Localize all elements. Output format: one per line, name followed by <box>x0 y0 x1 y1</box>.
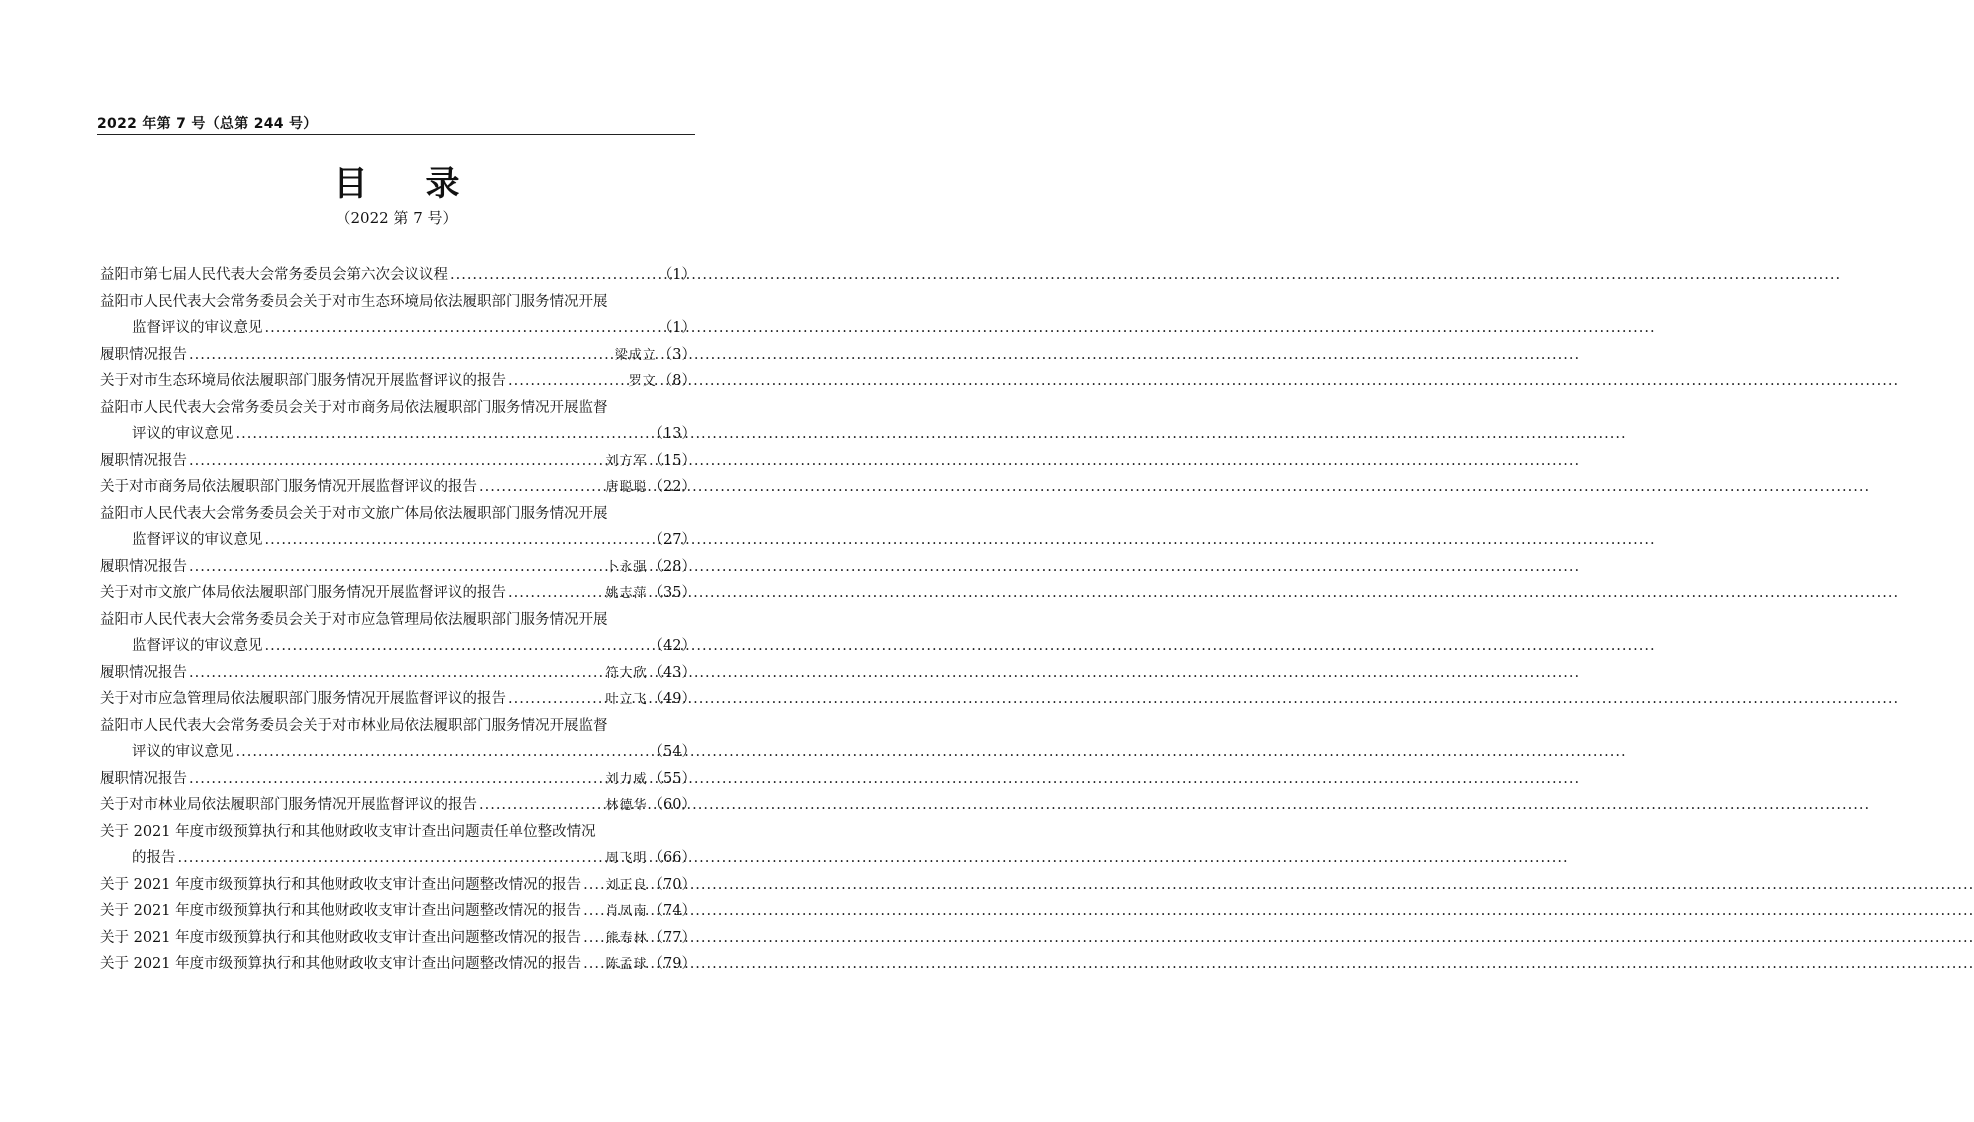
dot-leader <box>189 554 604 581</box>
issue-label: 2022 年第 7 号（总第 244 号） <box>97 116 318 132</box>
toc-entry-line <box>100 792 696 819</box>
dot-leader <box>508 368 627 395</box>
toc-entry-author: 陈孟球 <box>605 957 648 972</box>
dot-leader <box>189 448 604 475</box>
toc-entry-author: 刘正良 <box>605 877 648 893</box>
toc-entry-title-line-1: 益阳市人民代表大会常务委员会关于对市商务局依法履职部门服务情况开展监督 <box>100 399 608 416</box>
toc-entry-title: 履职情况报告 <box>100 346 187 363</box>
page-subtitle: （2022 第 7 号） <box>335 209 458 227</box>
toc-entry-title: 履职情况报告 <box>100 452 187 469</box>
dot-leader <box>583 951 603 978</box>
dot-leader <box>450 262 655 289</box>
toc-entry[interactable] <box>100 713 696 766</box>
toc-entry-line <box>100 368 696 395</box>
dot-leader <box>479 792 604 819</box>
toc-entry-page-number: （35） <box>648 585 696 601</box>
toc-entry-title: 评议的审议意见 <box>132 426 234 442</box>
dot-leader <box>265 527 646 554</box>
toc-entry-title: 监督评议的审议意见 <box>132 320 263 336</box>
toc-entry-author: 刘方军 <box>605 453 648 469</box>
dot-leader <box>479 474 604 501</box>
dot-leader <box>583 925 603 952</box>
toc-entry-title: 履职情况报告 <box>100 558 187 575</box>
toc-entry[interactable] <box>100 819 696 872</box>
toc-entry-title: 关于 2021 年度市级预算执行和其他财政收支审计查出问题整改情况的报告 <box>100 903 582 919</box>
toc-entry-title: 关于对市生态环境局依法履职部门服务情况开展监督评议的报告 <box>100 373 506 389</box>
title-char-1: 目 <box>333 164 368 204</box>
toc-entry-author: 林德华 <box>605 798 648 813</box>
toc-entry-author: 周飞明 <box>605 851 648 866</box>
toc-entry-page-number: （60） <box>648 797 696 813</box>
dot-leader <box>583 872 603 899</box>
toc-entry[interactable] <box>100 898 696 925</box>
toc-entry-title: 关于对市文旅广体局依法履职部门服务情况开展监督评议的报告 <box>100 585 506 601</box>
toc-entry[interactable] <box>100 580 696 607</box>
toc-entry-page-number: （43） <box>648 664 696 681</box>
toc-entry-line <box>100 421 696 448</box>
toc-entry-title: 评议的审议意见 <box>132 744 234 760</box>
toc-entry-title: 关于 2021 年度市级预算执行和其他财政收支审计查出问题整改情况的报告 <box>100 956 582 972</box>
toc-entry[interactable] <box>100 554 696 581</box>
toc-entry-page-number: （55） <box>648 770 696 787</box>
toc-entry-line <box>100 766 696 793</box>
toc-entry[interactable] <box>100 342 696 369</box>
toc-entry-page-number: （74） <box>648 903 696 919</box>
toc-entry-title: 履职情况报告 <box>100 770 187 787</box>
page-title <box>0 162 793 206</box>
toc-entry-line <box>100 342 696 369</box>
toc-entry-title-line-1: 关于 2021 年度市级预算执行和其他财政收支审计查出问题责任单位整改情况 <box>100 823 596 840</box>
dot-leader <box>236 421 646 448</box>
toc-entry-line <box>100 262 696 289</box>
toc-entry-line <box>100 660 696 687</box>
dot-leader <box>583 898 603 925</box>
toc-entry-line <box>100 448 696 475</box>
toc-entry-title: 关于对市林业局依法履职部门服务情况开展监督评议的报告 <box>100 797 477 813</box>
toc-entry-author: 肖凤南 <box>605 904 648 919</box>
header-rule <box>97 134 695 135</box>
dot-leader <box>265 315 655 342</box>
toc-entry[interactable] <box>100 289 696 342</box>
dot-leader <box>265 633 646 660</box>
toc-entry-author: 梁成立 <box>614 347 657 363</box>
toc-entry-title-line-1: 益阳市人民代表大会常务委员会关于对市生态环境局依法履职部门服务情况开展 <box>100 293 608 310</box>
toc-entry-page-number: （22） <box>648 479 696 495</box>
toc-entry-page-number: （77） <box>648 929 696 946</box>
title-char-2: 录 <box>425 164 460 204</box>
table-of-contents <box>100 262 696 978</box>
toc-entry-page-number: （27） <box>648 532 696 548</box>
toc-entry[interactable] <box>100 660 696 687</box>
toc-entry-author: 熊寿林 <box>605 930 648 946</box>
toc-entry-page-number: （70） <box>648 876 696 893</box>
toc-entry-line <box>100 845 696 872</box>
toc-entry-page-number: （49） <box>648 691 696 707</box>
toc-entry-line <box>100 315 696 342</box>
toc-entry-author: 唐聪聪 <box>605 480 648 495</box>
toc-entry-page-number: （15） <box>648 452 696 469</box>
dot-leader <box>236 739 646 766</box>
toc-entry[interactable] <box>100 766 696 793</box>
dot-leader <box>189 660 604 687</box>
toc-entry-page-number: （1） <box>657 320 696 336</box>
toc-entry-page-number: （8） <box>657 373 696 389</box>
toc-entry-line <box>100 898 696 925</box>
dot-leader <box>189 766 604 793</box>
toc-entry-title-line-1: 益阳市人民代表大会常务委员会关于对市应急管理局依法履职部门服务情况开展 <box>100 611 608 628</box>
toc-entry-line <box>100 580 696 607</box>
toc-entry-title: 监督评议的审议意见 <box>132 532 263 548</box>
toc-entry-page-number: （13） <box>648 426 696 442</box>
dot-leader <box>508 580 604 607</box>
toc-entry-title: 关于 2021 年度市级预算执行和其他财政收支审计查出问题整改情况的报告 <box>100 929 582 946</box>
toc-entry[interactable] <box>100 448 696 475</box>
dot-leader <box>189 342 613 369</box>
toc-entry-line <box>100 739 696 766</box>
toc-entry[interactable] <box>100 951 696 978</box>
toc-entry-title-line-1: 益阳市人民代表大会常务委员会关于对市文旅广体局依法履职部门服务情况开展 <box>100 505 608 522</box>
toc-entry[interactable] <box>100 474 696 501</box>
toc-entry-page-number: （3） <box>657 346 696 363</box>
toc-entry-page-number: （1） <box>657 267 696 283</box>
toc-entry-line <box>100 474 696 501</box>
toc-entry-author: 符大欣 <box>605 665 648 681</box>
toc-entry-title: 履职情况报告 <box>100 664 187 681</box>
toc-entry[interactable] <box>100 395 696 448</box>
toc-entry-title: 关于对市商务局依法履职部门服务情况开展监督评议的报告 <box>100 479 477 495</box>
toc-entry[interactable] <box>100 925 696 952</box>
toc-entry-page-number: （66） <box>648 850 696 866</box>
toc-entry-title: 关于 2021 年度市级预算执行和其他财政收支审计查出问题整改情况的报告 <box>100 876 582 893</box>
toc-entry-title-line-1: 益阳市人民代表大会常务委员会关于对市林业局依法履职部门服务情况开展监督 <box>100 717 608 734</box>
toc-entry[interactable] <box>100 607 696 660</box>
toc-entry-line <box>100 554 696 581</box>
toc-entry-author: 叶立飞 <box>605 692 648 707</box>
toc-entry-title: 监督评议的审议意见 <box>132 638 263 654</box>
toc-entry-line <box>100 925 696 952</box>
toc-entry[interactable] <box>100 872 696 899</box>
toc-entry[interactable] <box>100 792 696 819</box>
toc-entry-line <box>100 527 696 554</box>
page-header <box>97 115 695 135</box>
toc-entry[interactable] <box>100 501 696 554</box>
toc-entry-page-number: （54） <box>648 744 696 760</box>
toc-entry[interactable] <box>100 368 696 395</box>
toc-entry-author: 刘力威 <box>605 771 648 787</box>
toc-entry-title: 的报告 <box>132 850 176 866</box>
toc-entry-line <box>100 951 696 978</box>
toc-entry-line <box>100 686 696 713</box>
dot-leader <box>508 686 604 713</box>
toc-entry[interactable] <box>100 262 696 289</box>
toc-entry-page-number: （42） <box>648 638 696 654</box>
toc-entry-author: 卜永强 <box>605 559 648 575</box>
toc-entry-author: 姚志萍 <box>605 586 648 601</box>
toc-entry-author: 罗文 <box>628 374 657 389</box>
toc-entry-title: 益阳市第七届人民代表大会常务委员会第六次会议议程 <box>100 267 448 283</box>
toc-entry-page-number: （79） <box>648 956 696 972</box>
dot-leader <box>178 845 604 872</box>
toc-entry[interactable] <box>100 686 696 713</box>
toc-entry-title: 关于对市应急管理局依法履职部门服务情况开展监督评议的报告 <box>100 691 506 707</box>
toc-entry-line <box>100 633 696 660</box>
toc-entry-line <box>100 872 696 899</box>
toc-entry-page-number: （28） <box>648 558 696 575</box>
